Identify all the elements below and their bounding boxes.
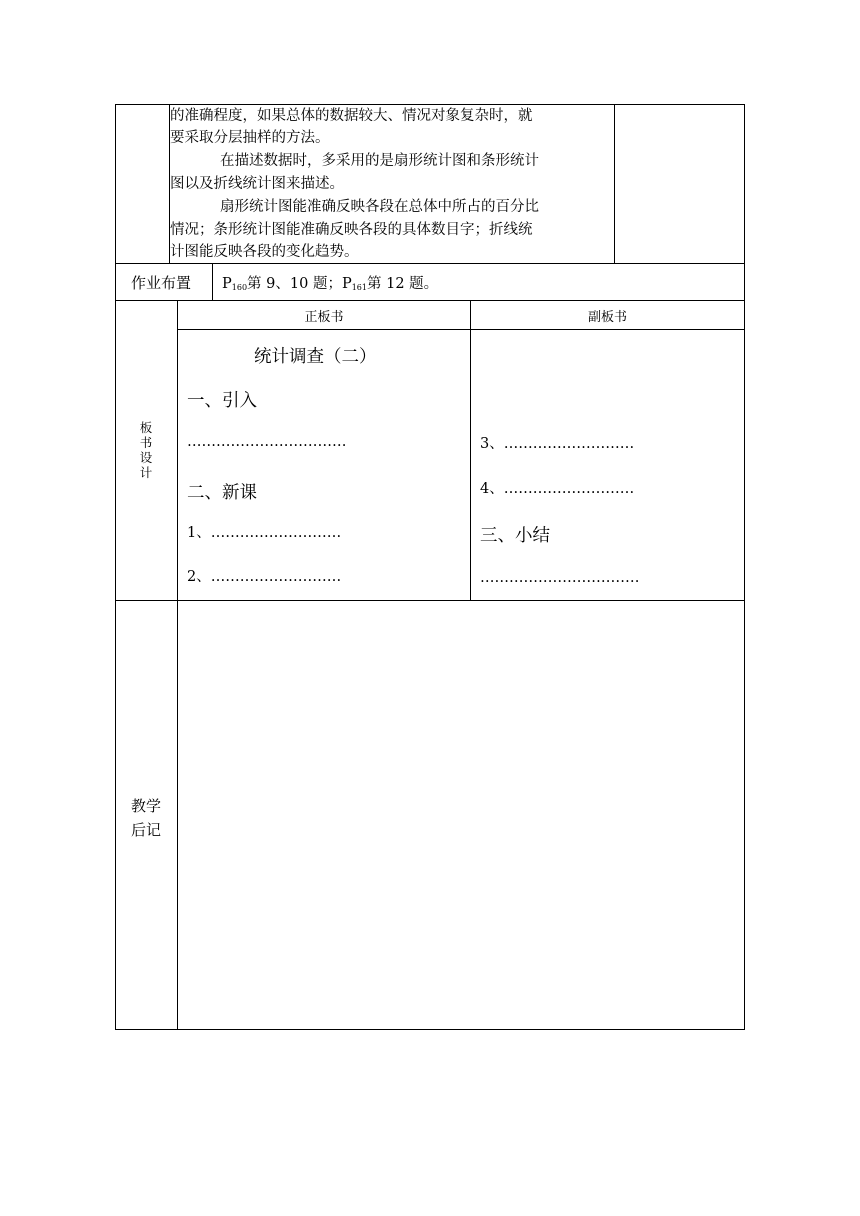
main-board-header: 正板书	[304, 310, 344, 325]
text-line: 要采取分层抽样的方法。	[170, 130, 330, 146]
homework-questions-2: 第 12 题。	[367, 276, 439, 292]
text-line: 计图能反映各段的变化趋势。	[170, 244, 359, 260]
side-board-header: 副板书	[587, 310, 627, 325]
board-title: 统计调查（二）	[254, 347, 377, 367]
table-bottom-border	[115, 1029, 745, 1030]
text-line: 情况；条形统计图能准确反映各段的具体数目字；折线统	[170, 222, 533, 238]
board-design-label: 板 书 设 计	[139, 420, 153, 480]
table-left-border	[115, 104, 116, 1030]
homework-page-2: $P_{161}$	[341, 276, 367, 292]
reflection-label: 教学 后记	[130, 797, 161, 839]
homework-content	[222, 272, 438, 293]
text-line: 在描述数据时，多采用的是扇形统计图和条形统计	[220, 153, 539, 169]
table-right-border	[744, 104, 745, 1030]
side-board-item: 3、………………………	[480, 436, 635, 452]
homework-page-1: $P_{160}$	[222, 276, 248, 292]
text-line: 的准确程度，如果总体的数据较大、情况对象复杂时，就	[170, 108, 533, 124]
row-divider-board-top	[115, 300, 745, 301]
main-board-item: 二、新课	[187, 483, 257, 503]
side-board-item: 4、………………………	[480, 481, 635, 497]
text-line: 图以及折线统计图来描述。	[170, 176, 344, 192]
board-center-divider	[470, 300, 471, 600]
continuation-right-divider	[614, 104, 615, 263]
main-board-item: 1、………………………	[187, 525, 342, 541]
reflection-content-area[interactable]	[178, 601, 744, 1029]
homework-label: 作业布置	[131, 274, 192, 292]
row-divider-homework-top	[115, 263, 745, 264]
side-board-item: ……………………………	[480, 570, 640, 586]
homework-label-divider	[212, 263, 213, 300]
text-line: 扇形统计图能准确反映各段在总体中所占的百分比	[220, 199, 539, 215]
main-board-item: ……………………………	[187, 434, 347, 450]
board-header-divider	[177, 329, 745, 330]
homework-questions-1: 第 9、10 题；	[247, 276, 342, 292]
main-board-item: 一、引入	[187, 391, 257, 411]
main-board-item: 2、………………………	[187, 569, 342, 585]
side-board-item: 三、小结	[480, 526, 550, 546]
